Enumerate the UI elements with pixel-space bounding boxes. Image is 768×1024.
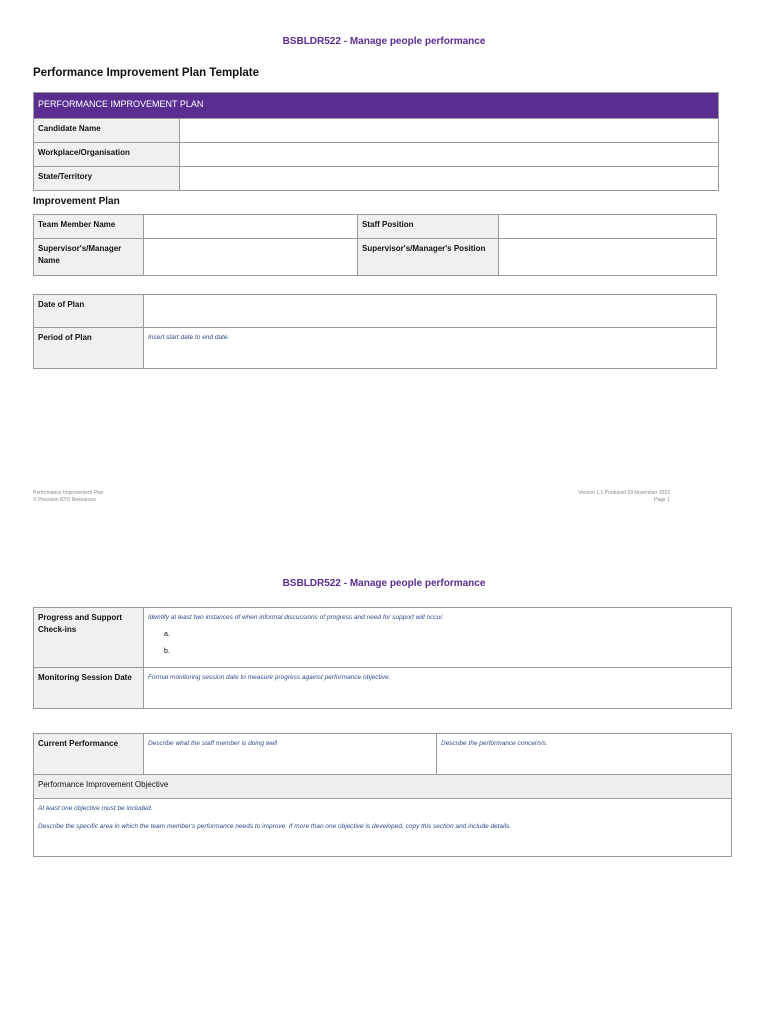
- list-item-a: a.: [164, 631, 170, 638]
- page-header: BSBLDR522 - Manage people performance: [282, 36, 486, 47]
- team-member-name-label: Team Member Name: [34, 215, 144, 239]
- objective-heading: Performance Improvement Objective: [34, 775, 732, 799]
- state-territory-label: State/Territory: [34, 167, 180, 191]
- monitoring-session-field[interactable]: Formal monitoring session date to measure progress against performance objective.: [144, 668, 732, 709]
- plan-dates-table: [33, 294, 717, 369]
- current-performance-label: Current Performance: [34, 734, 144, 775]
- progress-table: [33, 607, 732, 709]
- footer-right: [578, 490, 670, 504]
- progress-checkins-field[interactable]: [144, 608, 732, 668]
- workplace-field[interactable]: [180, 143, 719, 167]
- date-of-plan-label: Date of Plan: [34, 295, 144, 328]
- date-of-plan-field[interactable]: [144, 295, 717, 328]
- progress-hint: Identify at least two instances of when informal discussions of progress and need for support will occur.: [148, 614, 445, 621]
- doing-well-field[interactable]: Describe what the staff member is doing well: [144, 734, 437, 775]
- plan-heading: PERFORMANCE IMPROVEMENT PLAN: [34, 93, 719, 119]
- candidate-name-label: Candidate Name: [34, 119, 180, 143]
- supervisor-position-label: Supervisor's/Manager's Position: [358, 239, 499, 276]
- period-of-plan-field[interactable]: Insert start date to end date.: [144, 328, 717, 369]
- footer-version: Version 1.1 Produced 09 November 2022: [578, 490, 670, 496]
- performance-table: [33, 733, 732, 857]
- state-territory-field[interactable]: [180, 167, 719, 191]
- supervisor-name-label: Supervisor's/Manager Name: [34, 239, 144, 276]
- footer-doc-name: Performance Improvement Plan: [33, 490, 104, 496]
- page-header-2: BSBLDR522 - Manage people performance: [282, 578, 486, 589]
- footer-page-number: Page 1: [654, 497, 670, 503]
- list-item-b: b.: [164, 648, 170, 655]
- monitoring-session-label: Monitoring Session Date: [34, 668, 144, 709]
- workplace-label: Workplace/Organisation: [34, 143, 180, 167]
- performance-concern-field[interactable]: Describe the performance concern/s.: [437, 734, 732, 775]
- staff-position-label: Staff Position: [358, 215, 499, 239]
- document-title: Performance Improvement Plan Template: [33, 67, 260, 79]
- team-member-table: [33, 214, 717, 276]
- progress-checkins-label: Progress and Support Check-ins: [34, 608, 144, 668]
- improvement-plan-title: Improvement Plan: [33, 196, 120, 207]
- footer-left: [33, 490, 104, 504]
- candidate-name-field[interactable]: [180, 119, 719, 143]
- footer-copyright: © Precision RTO Resources: [33, 497, 96, 503]
- period-of-plan-label: Period of Plan: [34, 328, 144, 369]
- objective-hint-2: Describe the specific area in which the team member's performance needs to improve. If more than one objective is developed, copy this section and include details.: [38, 823, 512, 830]
- team-member-name-field[interactable]: [144, 215, 358, 239]
- candidate-table: [33, 92, 719, 191]
- objective-hint-1: At least one objective must be included.: [38, 805, 153, 812]
- staff-position-field[interactable]: [499, 215, 717, 239]
- supervisor-name-field[interactable]: [144, 239, 358, 276]
- supervisor-position-field[interactable]: [499, 239, 717, 276]
- objective-field[interactable]: [34, 799, 732, 857]
